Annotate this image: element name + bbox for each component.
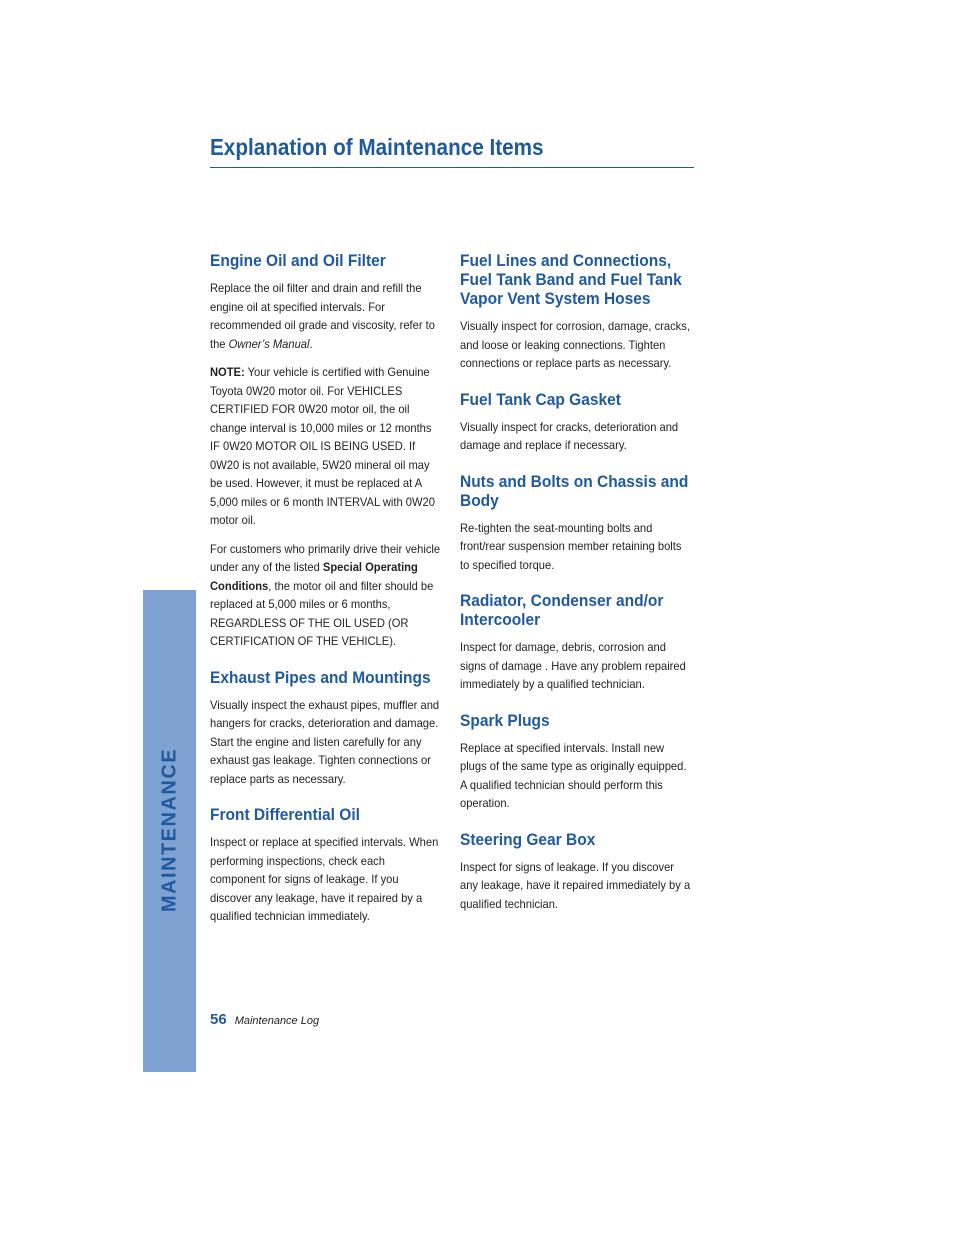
page-footer xyxy=(210,1011,319,1028)
page-title: Explanation of Maintenance Items xyxy=(210,134,544,160)
note-paragraph xyxy=(210,363,441,530)
paragraph: Visually inspect for corrosion, damage, cracks, and loose or leaking connections. Tighten connections or replace parts as necessary. xyxy=(460,319,690,370)
text: , the motor oil and filter should be replaced at 5,000 miles or 6 months, REGARDLESS OF THE OIL USED (OR CERTIFICATION OF THE VEHICLE). xyxy=(210,578,434,648)
note-label: NOTE: xyxy=(210,365,245,379)
section-heading: Fuel Tank Cap Gasket xyxy=(460,390,621,409)
page-number: 56 xyxy=(210,1011,227,1028)
section-heading: Radiator, Condenser and/or Intercooler xyxy=(460,592,664,629)
paragraph: Inspect for damage, debris, corrosion and signs of damage . Have any problem repaired immediately by a qualified technician. xyxy=(460,640,686,691)
paragraph: Inspect for signs of leakage. If you discover any leakage, have it repaired immediately by a qualified technician. xyxy=(460,859,691,911)
text: Replace the oil filter and drain and refill the engine oil at specified intervals. For recommended oil grade and viscosity, refer to the xyxy=(210,281,435,351)
section-heading: Front Differential Oil xyxy=(210,806,360,824)
section-fuel-cap xyxy=(460,391,692,455)
text: . xyxy=(309,336,313,351)
paragraph: Visually inspect for cracks, deterioration and damage and replace if necessary. xyxy=(460,419,679,452)
title-divider xyxy=(210,167,694,168)
paragraph xyxy=(210,540,441,651)
section-heading: Nuts and Bolts on Chassis and Body xyxy=(460,472,689,510)
note-text: Your vehicle is certified with Genuine Toyota 0W20 motor oil. For VEHICLES CERTIFIED FOR 0W20 motor oil, the oil change interval is 10,000 miles or 12 months IF 0W20 MOTOR OIL IS BEING USED. If 0W20 is not available, 5W20 mineral oil may be used. However, it must be replaced at A 5,000 miles or 6 month INTERVAL with 0W20 motor oil. xyxy=(210,365,435,527)
section-heading: Spark Plugs xyxy=(460,711,550,730)
section-heading: Exhaust Pipes and Mountings xyxy=(210,668,431,687)
left-column xyxy=(210,252,442,944)
paragraph xyxy=(210,279,441,353)
section-heading: Steering Gear Box xyxy=(460,830,596,849)
paragraph: Re-tighten the seat-mounting bolts and front/rear suspension member retaining bolts to specified torque. xyxy=(460,520,682,572)
paragraph: Inspect or replace at specified intervals. When performing inspections, check each component for signs of leakage. If you discover any leakage, have it repaired by a qualified technician immediately. xyxy=(210,835,439,923)
section-spark-plugs xyxy=(460,712,692,813)
section-heading: Fuel Lines and Connections, Fuel Tank Band and Fuel Tank Vapor Vent System Hoses xyxy=(460,252,682,308)
section-fuel-lines xyxy=(460,252,692,373)
paragraph: Replace at specified intervals. Install new plugs of the same type as originally equipped. A qualified technician should perform this operation. xyxy=(460,740,687,810)
paragraph: Visually inspect the exhaust pipes, muffler and hangers for cracks, deterioration and damage. Start the engine and listen carefully for any exhaust gas leakage. Tighten connections or replace parts as necessary. xyxy=(210,697,440,786)
special-conditions-ref: Special Operating Conditions xyxy=(210,560,418,593)
footer-label: Maintenance Log xyxy=(234,1015,320,1027)
side-tab-label: MAINTENANCE xyxy=(158,747,181,913)
section-radiator xyxy=(460,592,692,694)
text: For customers who primarily drive their vehicle under any of the listed xyxy=(210,541,441,574)
section-exhaust xyxy=(210,669,442,789)
section-nuts-bolts xyxy=(460,473,692,575)
section-engine-oil xyxy=(210,252,442,651)
right-column xyxy=(460,252,692,931)
section-heading: Engine Oil and Oil Filter xyxy=(210,252,386,270)
owners-manual-ref: Owner’s Manual xyxy=(228,336,310,351)
section-front-differential xyxy=(210,806,442,926)
section-steering xyxy=(460,831,692,914)
